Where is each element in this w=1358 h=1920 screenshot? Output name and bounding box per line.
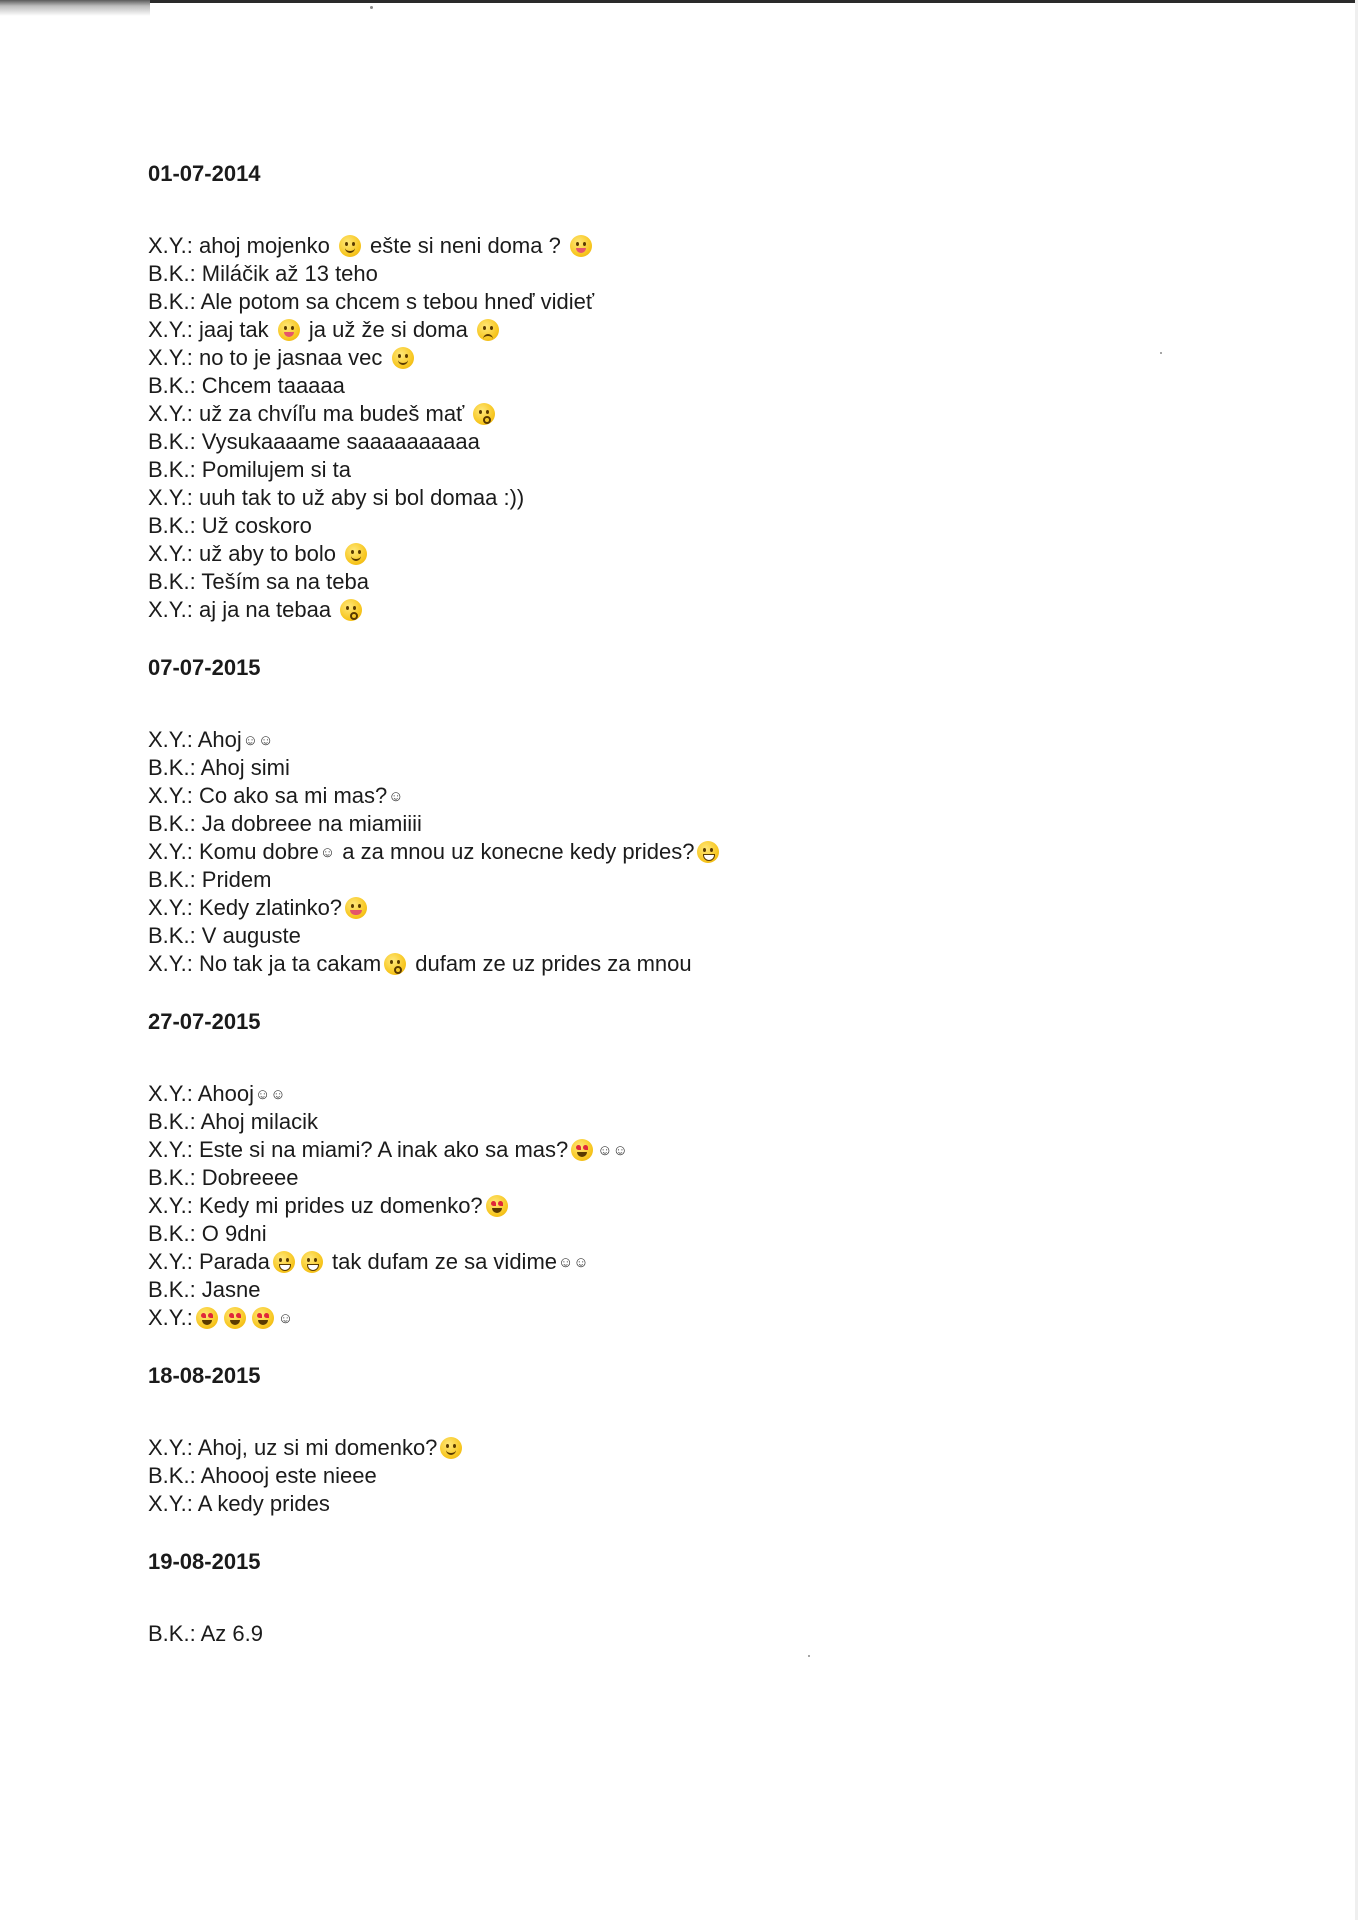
small-smiley-icon: ☺ <box>388 788 404 805</box>
chat-message <box>148 344 1298 372</box>
chat-message <box>148 540 1298 568</box>
chat-message <box>148 838 1298 866</box>
scan-speck <box>370 6 373 9</box>
grin-emoji-icon <box>273 1251 295 1273</box>
date-heading: 27-07-2015 <box>148 1009 261 1034</box>
day-section <box>148 1548 1298 1648</box>
message-text: X.Y.: Komu dobre <box>148 839 319 864</box>
kiss-emoji-icon <box>473 403 495 425</box>
grin-emoji-icon <box>697 841 719 863</box>
chat-transcript <box>148 160 1298 1678</box>
day-section <box>148 654 1298 978</box>
message-text: ešte si neni doma ? <box>363 233 567 258</box>
tongue-emoji-icon <box>278 319 300 341</box>
message-text: B.K.: Teším sa na teba <box>148 569 369 594</box>
message-text: B.K.: Chcem taaaaa <box>148 373 345 398</box>
date-heading: 18-08-2015 <box>148 1363 261 1388</box>
chat-message <box>148 1080 1298 1108</box>
smile-emoji-icon <box>392 347 414 369</box>
message-text: X.Y.: ahoj mojenko <box>148 233 336 258</box>
message-text: B.K.: Už coskoro <box>148 513 312 538</box>
date-heading: 07-07-2015 <box>148 655 261 680</box>
date-heading: 01-07-2014 <box>148 161 261 186</box>
kiss-emoji-icon <box>384 953 406 975</box>
smile-emoji-icon <box>345 543 367 565</box>
message-list <box>148 726 1298 978</box>
message-list <box>148 232 1298 624</box>
message-text: tak dufam ze sa vidime <box>325 1249 558 1274</box>
chat-message <box>148 1164 1298 1192</box>
message-text: B.K.: Ale potom sa chcem s tebou hneď vidieť <box>148 289 595 314</box>
message-text: B.K.: Pridem <box>148 867 272 892</box>
message-text: B.K.: Jasne <box>148 1277 261 1302</box>
small-smiley-icon: ☺☺ <box>242 732 274 749</box>
day-section <box>148 1362 1298 1518</box>
message-text: B.K.: Az 6.9 <box>148 1621 263 1646</box>
message-text: B.K.: Ahoj milacik <box>148 1109 318 1134</box>
message-text: B.K.: Vysukaaaame saaaaaaaaaa <box>148 429 480 454</box>
message-text: ja už že si doma <box>302 317 474 342</box>
date-heading: 19-08-2015 <box>148 1549 261 1574</box>
chat-message <box>148 810 1298 838</box>
message-text: X.Y.: Kedy mi prides uz domenko? <box>148 1193 483 1218</box>
smile-emoji-icon <box>440 1437 462 1459</box>
chat-message <box>148 1434 1298 1462</box>
message-text: X.Y.: Co ako sa mi mas? <box>148 783 388 808</box>
message-text: X.Y.: No tak ja ta cakam <box>148 951 382 976</box>
day-section <box>148 160 1298 624</box>
tongue-emoji-icon <box>570 235 592 257</box>
chat-message <box>148 400 1298 428</box>
message-text: X.Y.: <box>148 1305 193 1330</box>
chat-message <box>148 782 1298 810</box>
chat-message <box>148 1304 1298 1332</box>
chat-message <box>148 372 1298 400</box>
small-smiley-icon: ☺☺ <box>558 1254 589 1271</box>
message-text: X.Y.: jaaj tak <box>148 317 275 342</box>
message-text: X.Y.: už za chvíľu ma budeš mať <box>148 401 471 426</box>
chat-message <box>148 866 1298 894</box>
chat-message <box>148 1220 1298 1248</box>
heart-emoji-icon <box>196 1307 218 1329</box>
chat-message <box>148 512 1298 540</box>
small-smiley-icon: ☺ <box>319 844 336 861</box>
heart-emoji-icon <box>486 1195 508 1217</box>
message-text: B.K.: Ja dobreee na miamiiii <box>148 811 422 836</box>
chat-message <box>148 1462 1298 1490</box>
chat-message <box>148 1490 1298 1518</box>
message-text: dufam ze uz prides za mnou <box>409 951 692 976</box>
grin-emoji-icon <box>301 1251 323 1273</box>
chat-message <box>148 726 1298 754</box>
chat-message <box>148 316 1298 344</box>
message-text: X.Y.: už aby to bolo <box>148 541 343 566</box>
message-text: X.Y.: aj ja na tebaa <box>148 597 338 622</box>
message-text: B.K.: Ahooој este nieee <box>148 1463 377 1488</box>
message-text: B.K.: Pomilujem si ta <box>148 457 351 482</box>
chat-message <box>148 1276 1298 1304</box>
message-text: X.Y.: Ahooj <box>148 1081 255 1106</box>
chat-message <box>148 596 1298 624</box>
smile-emoji-icon <box>339 235 361 257</box>
heart-emoji-icon <box>252 1307 274 1329</box>
message-text: X.Y.: A kedy prides <box>148 1491 330 1516</box>
chat-message <box>148 1108 1298 1136</box>
chat-message <box>148 260 1298 288</box>
chat-message <box>148 288 1298 316</box>
message-text: B.K.: Dobreeee <box>148 1165 299 1190</box>
message-text: B.K.: Ahoj simi <box>148 755 290 780</box>
message-text: X.Y.: uuh tak to už aby si bol domaa :)) <box>148 485 525 510</box>
scan-corner-shadow <box>0 0 150 16</box>
message-text: X.Y.: Ahoj <box>148 727 242 752</box>
message-list <box>148 1080 1298 1332</box>
chat-message <box>148 232 1298 260</box>
message-list <box>148 1620 1298 1648</box>
wink-emoji-icon <box>345 897 367 919</box>
message-list <box>148 1434 1298 1518</box>
chat-message <box>148 484 1298 512</box>
message-text: X.Y.: Kedy zlatinko? <box>148 895 343 920</box>
chat-message <box>148 428 1298 456</box>
chat-message <box>148 1620 1298 1648</box>
message-text: a za mnou uz konecne kedy prides? <box>336 839 695 864</box>
chat-message <box>148 1248 1298 1276</box>
small-smiley-icon: ☺☺ <box>255 1086 286 1103</box>
message-text: X.Y.: Parada <box>148 1249 270 1274</box>
chat-message <box>148 950 1298 978</box>
heart-emoji-icon <box>571 1139 593 1161</box>
message-text: X.Y.: Este si na miami? A inak ako sa mas? <box>148 1137 569 1162</box>
message-text: X.Y.: no to je jasnaa vec <box>148 345 389 370</box>
small-smiley-icon: ☺☺ <box>597 1142 628 1159</box>
chat-message <box>148 568 1298 596</box>
chat-message <box>148 922 1298 950</box>
heart-emoji-icon <box>224 1307 246 1329</box>
small-smiley-icon: ☺ <box>277 1310 294 1327</box>
chat-message <box>148 1136 1298 1164</box>
message-text: X.Y.: Ahoj, uz si mi domenko? <box>148 1435 438 1460</box>
message-text: B.K.: Miláčik až 13 teho <box>148 261 378 286</box>
chat-message <box>148 1192 1298 1220</box>
message-text: B.K.: V auguste <box>148 923 301 948</box>
chat-message <box>148 456 1298 484</box>
sad-emoji-icon <box>477 319 499 341</box>
chat-message <box>148 754 1298 782</box>
message-text: B.K.: O 9dni <box>148 1221 267 1246</box>
scan-top-edge <box>0 0 1358 3</box>
kiss-emoji-icon <box>340 599 362 621</box>
chat-message <box>148 894 1298 922</box>
day-section <box>148 1008 1298 1332</box>
